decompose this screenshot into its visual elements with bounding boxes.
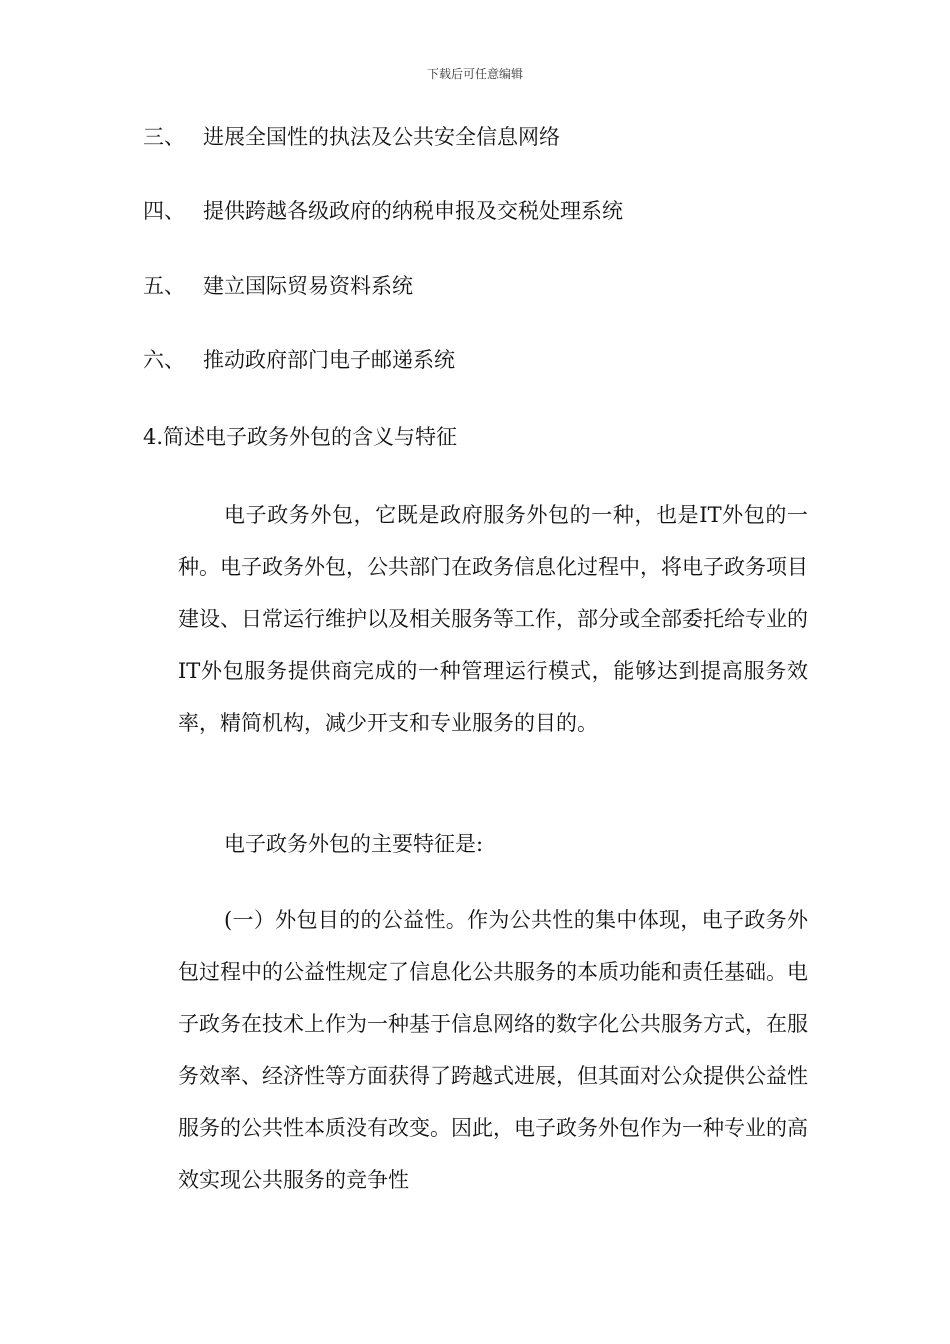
list-item-number: 六、	[143, 348, 185, 372]
list-item-3	[143, 123, 560, 151]
list-item-number: 五、	[143, 274, 185, 298]
list-item-5	[143, 272, 413, 300]
list-item-4	[143, 197, 623, 225]
list-item-text: 推动政府部门电子邮递系统	[203, 348, 455, 372]
list-item-number: 四、	[143, 199, 185, 223]
list-item-text: 进展全国性的执法及公共安全信息网络	[203, 125, 560, 149]
list-item-number: 三、	[143, 125, 185, 149]
list-item-text: 建立国际贸易资料系统	[203, 274, 413, 298]
paragraph-features-intro: 电子政务外包的主要特征是:	[224, 832, 484, 856]
list-item-6	[143, 346, 455, 374]
paragraph-definition: 电子政务外包，它既是政府服务外包的一种，也是IT外包的一种。电子政务外包，公共部门在政务信息化过程中，将电子政务项目建设、日常运行维护以及相关服务等工作，部分或全部委托给专业的IT外包服务提供商完成的一种管理运行模式，能够达到提高服务效率，精简机构，减少开支和专业服务的目的。	[178, 503, 808, 735]
section-heading: 4.简述电子政务外包的含义与特征	[143, 425, 458, 449]
list-item-text: 提供跨越各级政府的纳税申报及交税处理系统	[203, 199, 623, 223]
header-note: 下载后可任意编辑	[426, 67, 523, 81]
paragraph-feature-1: (一）外包目的的公益性。作为公共性的集中体现，电子政务外包过程中的公益性规定了信息化公共服务的本质功能和责任基础。电子政务在技术上作为一种基于信息网络的数字化公共服务方式，在服务效率、经济性等方面获得了跨越式进展，但其面对公众提供公益性服务的公共性本质没有改变。因此，电子政务外包作为一种专业的高效实现公共服务的竞争性	[178, 908, 808, 1192]
